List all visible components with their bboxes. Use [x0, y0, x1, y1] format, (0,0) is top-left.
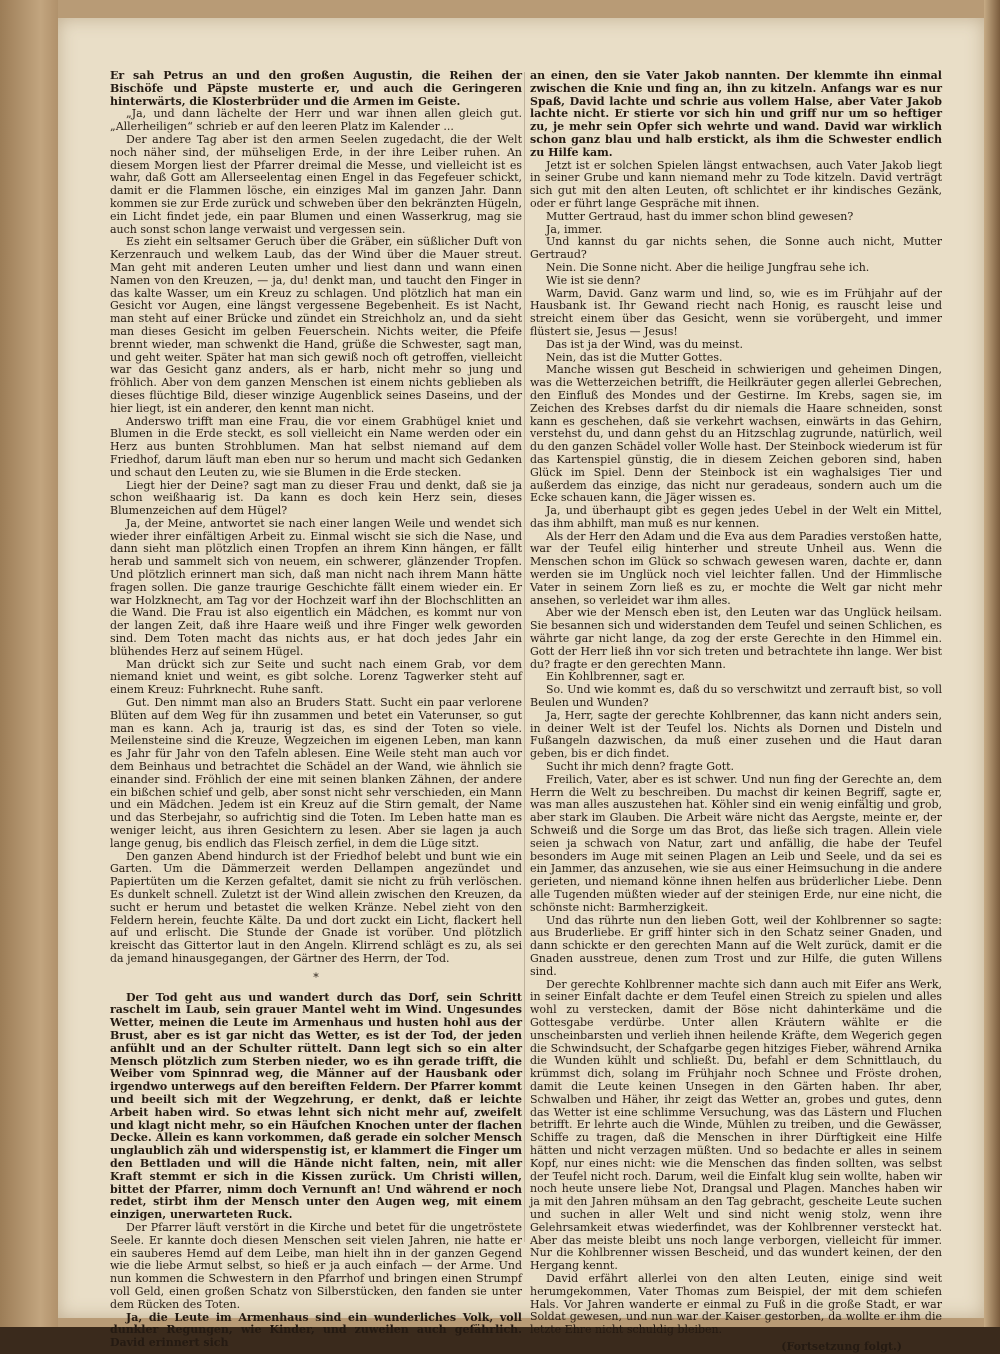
paragraph: Ja, Herr, sagte der gerechte Kohlbrenner, das kann nicht anders sein, in deiner Welt ist der Teufel los. Nichts als Dornen und Disteln und Fußangeln dazwischen, da muß einer zusehen und die Haut daran geben, bis er dich findet. — [530, 708, 942, 761]
paragraph: Der andere Tag aber ist den armen Seelen zugedacht, die der Welt noch näher sind, der mühseligen Erde, in der ihre Leiber ruhen. An diesem Morgen liest der Pfarrer dreimal die Messe, und vielleicht ist es wahr, daß Gott am Allerseelentag einen Engel in das Fegefeuer schickt, damit er die Flammen lösche, ein einziges Mal im ganzen Jahr. Dann kommen sie zur Erde zurück und schweben über den bekränzten Hügeln, ein Licht findet jede, ein paar Blumen und einen Wasserkrug, mag sie auch sonst schon lange verwaist und vergessen sein. — [110, 132, 522, 236]
paragraph: David erfährt allerlei von den alten Leuten, einige sind weit herumgekommen, Vater Thomas zum Beispiel, der mit dem schiefen Hals. Vor Jahren wanderte er einmal zu Fuß in die große Stadt, er war Soldat gewesen, und nun war der Kaiser gestorben, da wollte er ihm die letzte Ehre nicht schuldig bleiben. — [530, 1271, 942, 1337]
paragraph: Man drückt sich zur Seite und sucht nach einem Grab, vor dem niemand kniet und weint, es gibt solche. Lorenz Tagwerker steht auf einem Kreuz: Fuhrknecht. Ruhe sanft. — [110, 657, 522, 697]
page-edge — [984, 0, 1000, 1327]
right-column — [530, 69, 942, 1353]
section-separator: * — [313, 970, 319, 984]
book-binding — [0, 0, 58, 1327]
paragraph: Der Pfarrer läuft verstört in die Kirche und betet für die ungetröstete Seele. Er kannte doch diesen Menschen seit vielen Jahren, nie hatte er ein sauberes Hemd auf dem Leibe, man hielt ihn in der ganzen Gegend wie die liebe Armut selbst, so hieß er ja auch einfach — der Arme. Und nun kommen die Schwestern in den Pfarrhof und bringen einen Strumpf voll Geld, einen großen Schatz von Silberstücken, den fanden sie unter dem Rücken des Toten. — [110, 1220, 522, 1311]
paragraph: Den ganzen Abend hindurch ist der Friedhof belebt und bunt wie ein Garten. Um die Dämmerzeit werden Dellampen angezündet und Papiertüten um die Kerzen gefaltet, damit sie nicht zu früh verlöschen. Es dunkelt schnell. Zuletzt ist der Wind allein zwischen den Kreuzen, da sucht er herum und betastet die welken Kränze. Nebel zieht von den Feldern herein, feuchte Kälte. Da und dort zuckt ein Licht, flackert hell auf und erlischt. Die Stunde der Gnade ist vorüber. Und plötzlich kreischt das Gittertor laut in den Angeln. Klirrend schlägt es zu, als sei da jemand hinausgegangen, der Gärtner des Herrn, der Tod. — [110, 849, 522, 965]
left-column — [110, 69, 522, 1350]
paragraph: Ja, die Leute im Armenhaus sind ein wunderliches Volk, voll dunkler Regungen, wie Kinder, und zuweilen auch gefährlich. David erinnert sich — [110, 1310, 522, 1350]
paragraph: Und kannst du gar nichts sehen, die Sonne auch nicht, Mutter Gertraud? — [530, 235, 942, 262]
paragraph: Der Tod geht aus und wandert durch das Dorf, sein Schritt raschelt im Laub, sein grauer Mantel weht im Wind. Ungesundes Wetter, meinen die Leute im Armenhaus und husten hohl aus der Brust, aber es ist gar nicht das Wetter, es ist der Tod, der jeden anfühlt und an der Schulter rüttelt. Dann legt sich so ein alter Mensch plötzlich zum Sterben nieder, wo es ihn gerade trifft, die Weiber vom Spinnrad weg, die Männer auf der Hausbank oder irgendwo unterwegs auf den bereiften Feldern. Der Pfarrer kommt und beeilt sich mit der Wegzehrung, er denkt, daß er leichte Arbeit haben wird. So etwas lehnt sich nicht mehr auf, zweifelt und klagt nicht mehr, so ein Häufchen Knochen unter der flachen Decke. Allein es kann vorkommen, daß gerade ein solcher Mensch unglaublich zäh und widerspenstig ist, er klammert die Finger um den Bettladen und will die Hände nicht falten, nein, mit aller Kraft stemmt er sich in die Kissen zurück. Um Christi willen, bittet der Pfarrer, nimm doch Vernunft an! Und während er noch redet, stirbt ihm der Mensch unter den Augen weg, mit einem einzigen, unerwarteten Ruck. — [110, 990, 522, 1222]
paragraph: So. Und wie kommt es, daß du so verschwitzt und zerrauft bist, so voll Beulen und Wunden? — [530, 683, 942, 710]
paragraph: an einen, den sie Vater Jakob nannten. Der klemmte ihn einmal zwischen die Knie und fing an, ihn zu kitzeln. Anfangs war es nur Spaß, David lachte und schrie aus vollem Halse, aber Vater Jakob lachte nicht. Er stierte vor sich hin und griff nur um so heftiger zu, je mehr sein Opfer sich wehrte und wand. David war wirklich schon ganz blau und halb erstickt, als ihm die Schwester endlich zu Hilfe kam. — [530, 69, 942, 159]
paragraph: „Ja, und dann lächelte der Herr und war ihnen allen gleich gut. „Allerheiligen“ schrieb er auf den leeren Platz im Kalender ... — [110, 107, 522, 134]
paragraph: Er sah Petrus an und den großen Augustin, die Reihen der Bischöfe und Päpste musterte er, und auch die Geringeren hinterwärts, die Klosterbrüder und die Armen im Geiste. — [110, 69, 522, 108]
paragraph: Mutter Gertraud, hast du immer schon blind gewesen? — [546, 209, 854, 223]
paragraph: Warm, David. Ganz warm und lind, so, wie es im Frühjahr auf der Hausbank ist. Ihr Gewand riecht nach Honig, es rauscht leise und streicht einem über das Gesicht, wenn sie vorübergeht, und immer flüstert sie, Jesus — Jesus! — [530, 286, 942, 338]
paragraph: Nein. Die Sonne nicht. Aber die heilige Jungfrau sehe ich. — [546, 260, 870, 274]
paragraph: Nein, das ist die Mutter Gottes. — [546, 350, 723, 364]
paragraph: Und das rührte nun den lieben Gott, weil der Kohlbrenner so sagte: aus Bruderliebe. Er griff hinter sich in den Schatz seiner Gnaden, und dann schickte er den gerechten Mann auf die Welt zurück, damit er die Gnaden ausstreue, denen zum Trost und zur Hilfe, die guten Willens sind. — [530, 913, 942, 978]
column-divider — [524, 72, 525, 1242]
paragraph: Anderswo trifft man eine Frau, die vor einem Grabhügel kniet und Blumen in die Erde steckt, es soll vielleicht ein Name werden oder ein Herz aus bunten Strohblumen. Man hat selbst niemand auf dem Friedhof, darum läuft man eben nur so herum und macht sich Gedanken und schaut den Leuten zu, wie sie Blumen in die Erde stecken. — [110, 414, 522, 479]
paragraph: Ja, der Meine, antwortet sie nach einer langen Weile und wendet sich wieder ihrer einfältigen Arbeit zu. Einmal wischt sie sich die Nase, und dann sieht man plötzlich einen Tropfen an ihrem Kinn hängen, er fällt herab und sammelt sich von neuem, ein schwerer, glänzender Tropfen. Und plötzlich erinnert man sich, daß man nicht nach ihrem Mann hätte fragen sollen. Die ganze traurige Geschichte fällt einem wieder ein. Er war Holzknecht, am Tag vor der Hochzeit warf ihn der Blochschlitten an die Wand. Die Frau ist also eigentlich ein Mädchen, es kommt nur von der langen Zeit, daß ihre Haare weiß und ihre Finger welk geworden sind. Dem Toten macht das nichts aus, er hat doch jedes Jahr ein blühendes Herz auf seinem Hügel. — [110, 516, 522, 658]
paragraph: Der gerechte Kohlbrenner machte sich dann auch mit Eifer ans Werk, in seiner Einfalt dachte er dem Teufel einen Streich zu spielen und alles wohl zu verstecken, damit der Böse nicht dahinterkäme und die Gottesgabe verdürbe. Unter allen Kräutern wählte er die unscheinbarsten und verlieh ihnen heilende Kräfte, dem Wegerich gegen die Schwindsucht, der Schafgarbe gegen hitziges Fieber, während Arnika die Wunden kühlt und schließt. Du, befahl er dem Schnittlauch, du krümmst dich, solang im Frühjahr noch Schnee und Fröste drohen, damit die Leute keinen Unsegen in den Gärten haben. Ihr aber, Schwalben und Häher, ihr zeigt das Wetter an, grobes und gutes, denn das Wetter ist eine schlimme Versuchung, was das Lästern und Fluchen betrifft. Er lehrte auch die Winde, Mühlen zu treiben, und die Gewässer, Schiffe zu tragen, daß die Menschen in ihrer Dürftigkeit eine Hilfe hätten und nicht verzagen müßten. Und so bedachte er alles in seinem Kopf, nur eines nicht: wie die Menschen das finden sollten, was selbst der Teufel nicht roch. Darum, weil die Einfalt klug sein wollte, haben wir noch heute unsere liebe Not, Drangsal und Plagen. Manches haben wir ja mit den Jahren mühsam an den Tag gebracht, gescheite Leute suchen und suchen in aller Welt und sind nicht wenig stolz, wenn ihre Gelehrsamkeit etwas wiederfindet, was der Kohlbrenner versteckt hat. Aber das meiste bleibt uns noch lange verborgen, vielleicht für immer. Nur die Kohlbrenner wissen Bescheid, und das wundert keinen, der den Hergang kennt. — [530, 977, 942, 1273]
paragraph: Aber wie der Mensch eben ist, den Leuten war das Unglück heilsam. Sie besannen sich und widerstanden dem Teufel und seinen Schlichen, es währte gar nicht lange, da zog der erste Gerechte in den Himmel ein. Gott der Herr ließ ihn vor sich treten und betrachtete ihn lange. Wer bist du? fragte er den gerechten Mann. — [530, 606, 942, 671]
paragraph: Als der Herr den Adam und die Eva aus dem Paradies verstoßen hatte, war der Teufel eilig hinterher und streute Unheil aus. Wenn die Menschen schon im Glück so schwach gewesen waren, dachte er, dann werden sie im Unglück noch viel leichter fallen. Und der Himmlische Vater in seinem Zorn ließ es zu, er mochte die Welt gar nicht mehr ansehen, so verleidet war ihm alles. — [530, 529, 942, 607]
paragraph: Sucht ihr mich denn? fragte Gott. — [546, 760, 735, 774]
paragraph: Jetzt ist er solchen Spielen längst entwachsen, auch Vater Jakob liegt in seiner Grube und kann niemand mehr zu Tode kitzeln. David verträgt sich gut mit den alten Leuten, oft schlichtet er ihr kindisches Gezänk, oder er führt lange Gespräche mit ihnen. — [530, 158, 942, 210]
paragraph: Freilich, Vater, aber es ist schwer. Und nun fing der Gerechte an, dem Herrn die Welt zu beschreiben. Du machst dir keinen Begriff, sagte er, was man alles auszustehen hat. Köhler sind ein wenig einfältig und grob, aber stark im Glauben. Die Arbeit wäre nicht das Aergste, meinte er, der Schweiß und die Sorge um das Brot, das ließe sich tragen. Allein viele seien ja schwach von Natur, zart und anfällig, die habe der Teufel besonders im Auge mit seinen Plagen an Leib und Seele, und da sei es ein Jammer, das anzusehen, wie sie aus einer Heimsuchung in die andere gerieten, und niemand könne ihnen helfen aus brüderlicher Liebe. Denn alle Tugenden müßten wieder auf der steinigen Erde, nur eine nicht, die schönste nicht: Barmherzigkeit. — [530, 772, 942, 914]
paragraph: Das ist ja der Wind, was du meinst. — [546, 337, 743, 351]
paragraph: Ein Kohlbrenner, sagt er. — [546, 670, 686, 684]
paragraph: Manche wissen gut Bescheid in schwierigen und geheimen Dingen, was die Wetterzeichen betrifft, die Heilkräuter gegen allerlei Gebrechen, den Einfluß des Mondes und der Gestirne. Im Krebs, sagen sie, im Zeichen des Krebses darfst du dir niemals die Haare schneiden, sonst kann es geschehen, daß sie verkehrt wachsen, einwärts in das Gehirn, verstehst du, und dann gehst du an Hitzschlag zugrunde, natürlich, weil du den ganzen Schädel voller Wolle hast. Der Steinbock wiederum ist für das Kartenspiel günstig, die in diesem Zeichen geboren sind, haben Glück im Spiel. Denn der Steinbock ist ein waghalsiges Tier und außerdem das einzige, das nicht nur geradeaus, sondern auch um die Ecke schauen kann, die Jäger wissen es. — [530, 363, 942, 505]
paragraph: Gut. Den nimmt man also an Bruders Statt. Sucht ein paar verlorene Blüten auf dem Weg für ihn zusammen und betet ein Vaterunser, so gut man es kann. Ach ja, traurig ist das, es sind der Toten so viele. Meilensteine sind die Kreuze, Wegzeichen im eigenen Leben, man kann es Jahr für Jahr von den Tafeln ablesen. Eine Weile steht man auch vor dem Beinhaus und betrachtet die Schädel an der Wand, wie ähnlich sie einander sind. Fröhlich der eine mit seinen blanken Zähnen, der andere ein bißchen schief und gelb, aber sonst nicht sehr verschieden, ein Mann und ein Mädchen. Jedem ist ein Kreuz auf die Stirn gemalt, der Name und das Sterbejahr, so aufrichtig sind die Toten. Im Leben hatte man es weniger leicht, aus ihren Gesichtern zu lesen. Aber sie lagen ja auch lange genug, bis endlich das Fleisch zerfiel, in dem die Lüge sitzt. — [110, 696, 522, 850]
paragraph: Ja, und überhaupt gibt es gegen jedes Uebel in der Welt ein Mittel, das ihm abhilft, man muß es nur kennen. — [530, 504, 942, 530]
paragraph: Es zieht ein seltsamer Geruch über die Gräber, ein süßlicher Duft von Kerzenrauch und welkem Laub, das der Wind über die Mauer streut. Man geht mit anderen Leuten umher und liest dann und wann einen Namen von den Kreuzen, — ja, du! denkt man, und taucht den Finger in das kalte Wasser, um ein Kreuz zu schlagen. Und plötzlich hat man ein Gesicht vor Augen, eine längst vergessene Begebenheit. Es ist Nacht, man steht auf einer Brücke und zündet ein Streichholz an, und da sieht man dieses Gesicht im gelben Feuerschein. Nichts weiter, die Pfeife brennt wieder, man schwenkt die Hand, grüße die Schwester, sagt man, und geht weiter. Später hat man sich gewiß noch oft getroffen, vielleicht war das Gesicht ganz anders, als er harb, nicht mehr so jung und fröhlich. Aber von dem ganzen Menschen ist einem nichts geblieben als dieses flüchtige Bild, dieser winzige Augenblick seines Daseins, und der hier liegt, ist ein anderer, den kennt man nicht. — [110, 235, 522, 415]
paragraph: Ja, immer. — [546, 222, 603, 236]
continuation-note: (Fortsetzung folgt.) — [781, 1339, 902, 1353]
paragraph: Liegt hier der Deine? sagt man zu dieser Frau und denkt, daß sie ja schon weißhaarig ist. Da kann es doch kein Herz sein, dieses Blumenzeichen auf dem Hügel? — [110, 478, 522, 518]
paragraph: Wie ist sie denn? — [546, 273, 641, 287]
